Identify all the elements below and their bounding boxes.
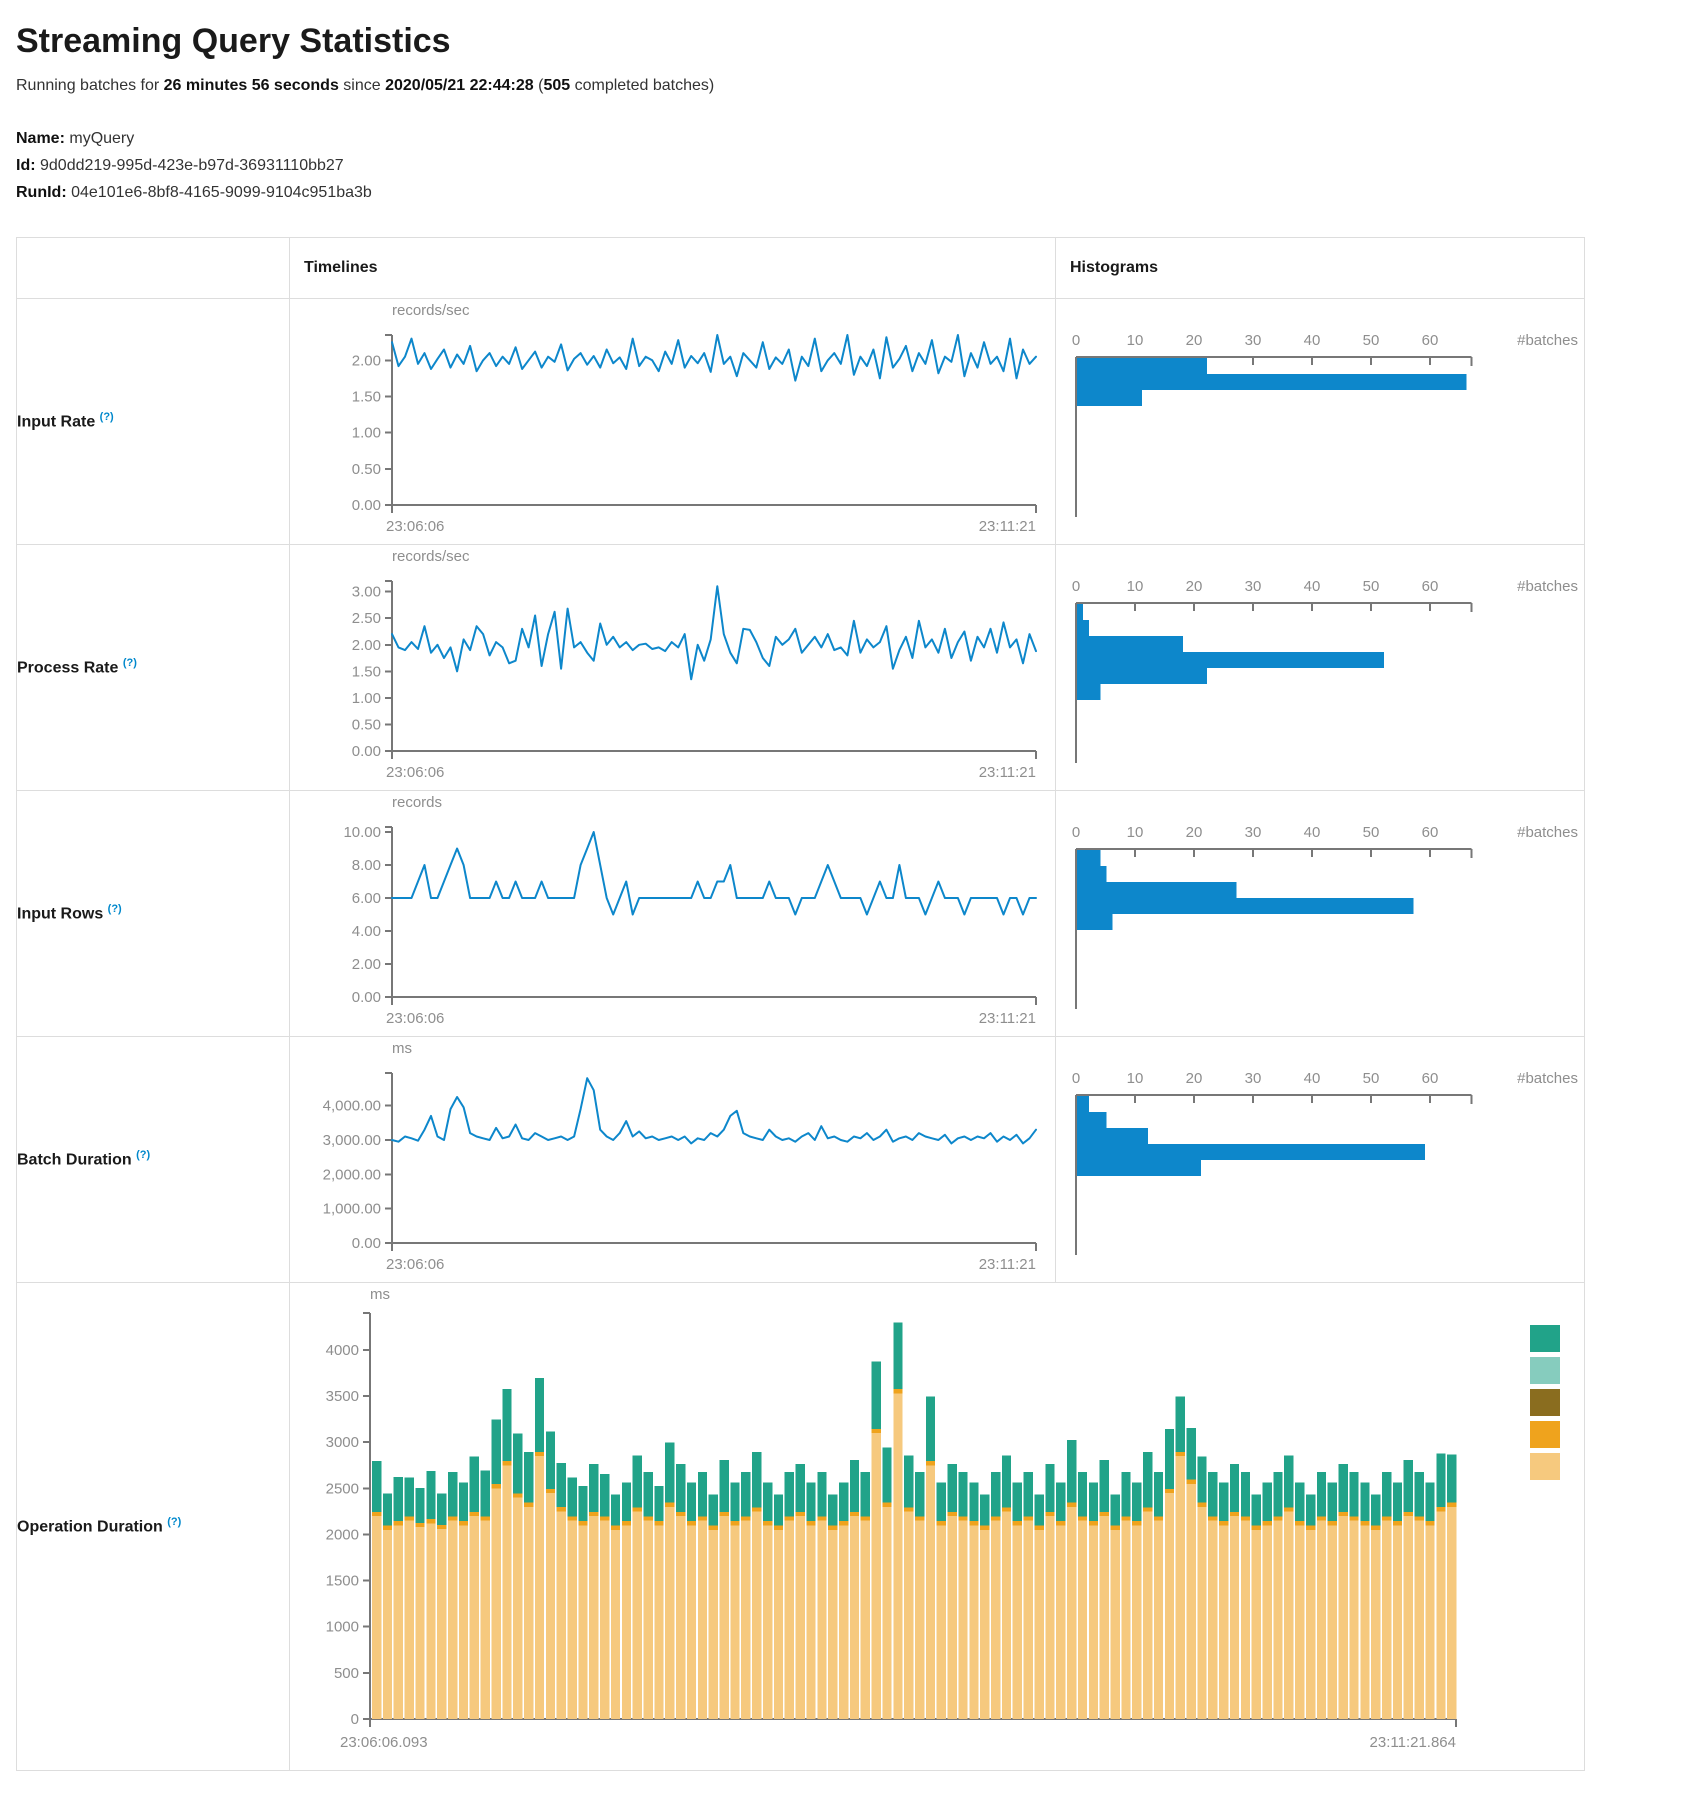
batch-duration-label: Batch Duration bbox=[17, 1151, 132, 1169]
legend-swatch bbox=[1530, 1421, 1560, 1448]
svg-text:0: 0 bbox=[1071, 331, 1081, 349]
svg-text:30: 30 bbox=[1244, 331, 1262, 349]
svg-text:3000: 3000 bbox=[325, 1433, 359, 1451]
svg-text:23:11:21: 23:11:21 bbox=[978, 517, 1036, 535]
svg-text:6.00: 6.00 bbox=[351, 889, 381, 907]
runid-label: RunId: bbox=[16, 184, 67, 202]
summary-text: since bbox=[338, 77, 386, 94]
svg-text:#batches: #batches bbox=[1517, 823, 1578, 841]
svg-text:0.00: 0.00 bbox=[351, 496, 381, 514]
svg-text:10: 10 bbox=[1126, 331, 1144, 349]
svg-text:50: 50 bbox=[1362, 1069, 1380, 1087]
svg-text:3500: 3500 bbox=[325, 1387, 359, 1405]
table-header-row bbox=[17, 237, 1585, 298]
input-rate-label-cell bbox=[17, 298, 290, 544]
legend-swatch bbox=[1530, 1357, 1560, 1384]
svg-text:#batches: #batches bbox=[1517, 331, 1578, 349]
svg-text:1.50: 1.50 bbox=[351, 662, 381, 680]
input-rate-histogram-chart bbox=[1056, 299, 1584, 539]
name-value: myQuery bbox=[69, 130, 135, 147]
svg-text:20: 20 bbox=[1185, 823, 1203, 841]
process-rate-timeline-chart bbox=[290, 545, 1042, 785]
svg-text:23:11:21: 23:11:21 bbox=[978, 1009, 1036, 1027]
svg-text:2,000.00: 2,000.00 bbox=[322, 1165, 381, 1183]
svg-text:23:06:06: 23:06:06 bbox=[386, 1255, 445, 1273]
svg-text:23:11:21: 23:11:21 bbox=[978, 763, 1036, 781]
svg-text:0.00: 0.00 bbox=[351, 988, 381, 1006]
name-label: Name: bbox=[16, 130, 65, 147]
svg-text:2.00: 2.00 bbox=[351, 351, 381, 369]
help-icon[interactable]: (?) bbox=[136, 1148, 151, 1161]
summary-text: completed batches) bbox=[570, 77, 715, 94]
svg-text:20: 20 bbox=[1185, 577, 1203, 595]
svg-text:40: 40 bbox=[1303, 577, 1321, 595]
histograms-header: Histograms bbox=[1056, 237, 1585, 298]
batch-duration-row bbox=[17, 1036, 1585, 1282]
svg-text:23:06:06: 23:06:06 bbox=[386, 517, 445, 535]
batch-duration-histogram-chart bbox=[1056, 1037, 1584, 1277]
svg-text:0.50: 0.50 bbox=[351, 716, 381, 733]
svg-text:23:11:21: 23:11:21 bbox=[978, 1255, 1036, 1273]
svg-text:ms: ms bbox=[392, 1039, 412, 1057]
input-rows-timeline-chart bbox=[290, 791, 1042, 1031]
svg-text:10: 10 bbox=[1126, 577, 1144, 595]
svg-text:0.00: 0.00 bbox=[351, 742, 381, 760]
svg-text:50: 50 bbox=[1362, 331, 1380, 349]
svg-text:50: 50 bbox=[1362, 823, 1380, 841]
svg-text:60: 60 bbox=[1421, 331, 1439, 349]
process-rate-row bbox=[17, 544, 1585, 790]
svg-text:10.00: 10.00 bbox=[343, 823, 381, 841]
running-duration: 26 minutes 56 seconds bbox=[163, 77, 339, 94]
svg-text:1.50: 1.50 bbox=[351, 388, 381, 406]
svg-text:0: 0 bbox=[1071, 577, 1081, 595]
input-rate-label: Input Rate bbox=[17, 413, 96, 431]
legend-swatch bbox=[1530, 1325, 1560, 1352]
svg-text:10: 10 bbox=[1126, 823, 1144, 841]
id-value: 9d0dd219-995d-423e-b97d-36931110bb27 bbox=[40, 157, 344, 175]
legend-swatch bbox=[1530, 1389, 1560, 1416]
summary-text: ( bbox=[533, 77, 544, 94]
help-icon[interactable]: (?) bbox=[167, 1515, 182, 1528]
help-icon[interactable]: (?) bbox=[107, 902, 122, 915]
id-label: Id: bbox=[16, 157, 36, 175]
statistics-table bbox=[16, 237, 1585, 1771]
svg-text:20: 20 bbox=[1185, 331, 1203, 349]
svg-text:23:06:06.093: 23:06:06.093 bbox=[340, 1733, 428, 1751]
svg-text:2000: 2000 bbox=[325, 1526, 359, 1544]
completed-batches-count: 505 bbox=[543, 77, 571, 94]
svg-text:2500: 2500 bbox=[325, 1479, 359, 1497]
svg-text:2.00: 2.00 bbox=[351, 955, 381, 973]
svg-text:1,000.00: 1,000.00 bbox=[322, 1200, 381, 1218]
query-id-line bbox=[16, 152, 1693, 179]
operation-duration-row bbox=[17, 1282, 1585, 1770]
help-icon[interactable]: (?) bbox=[122, 656, 137, 669]
input-rate-row bbox=[17, 298, 1585, 544]
query-meta bbox=[16, 125, 1693, 207]
svg-text:records: records bbox=[392, 793, 443, 811]
svg-text:#batches: #batches bbox=[1517, 1069, 1578, 1087]
svg-text:records/sec: records/sec bbox=[392, 301, 470, 319]
batch-duration-label-cell bbox=[17, 1036, 290, 1282]
svg-text:23:11:21.864: 23:11:21.864 bbox=[1369, 1733, 1456, 1751]
input-rows-row bbox=[17, 790, 1585, 1036]
svg-text:2.00: 2.00 bbox=[351, 636, 381, 654]
process-rate-label: Process Rate bbox=[17, 659, 119, 677]
svg-text:1.00: 1.00 bbox=[351, 424, 381, 442]
svg-text:30: 30 bbox=[1244, 1069, 1262, 1087]
operation-duration-chart-cell bbox=[290, 1282, 1585, 1770]
svg-text:40: 40 bbox=[1303, 331, 1321, 349]
input-rows-label-cell bbox=[17, 790, 290, 1036]
empty-header-cell bbox=[17, 237, 290, 298]
query-runid-line bbox=[16, 179, 1693, 206]
timelines-header: Timelines bbox=[290, 237, 1056, 298]
svg-text:0: 0 bbox=[1071, 1069, 1081, 1087]
svg-text:60: 60 bbox=[1421, 823, 1439, 841]
svg-text:0.50: 0.50 bbox=[351, 460, 381, 478]
input-rows-histogram-chart bbox=[1056, 791, 1584, 1031]
svg-text:records/sec: records/sec bbox=[392, 547, 470, 565]
svg-text:50: 50 bbox=[1362, 577, 1380, 595]
page-title: Streaming Query Statistics bbox=[16, 22, 451, 60]
svg-text:23:06:06: 23:06:06 bbox=[386, 1009, 445, 1027]
help-icon[interactable]: (?) bbox=[99, 410, 114, 423]
svg-text:40: 40 bbox=[1303, 1069, 1321, 1087]
svg-text:3,000.00: 3,000.00 bbox=[322, 1131, 381, 1149]
operation-duration-label-cell bbox=[17, 1282, 290, 1770]
running-summary bbox=[16, 77, 1693, 95]
svg-text:0: 0 bbox=[350, 1710, 359, 1728]
svg-text:1500: 1500 bbox=[325, 1572, 359, 1590]
operation-duration-stacked-chart bbox=[290, 1283, 1470, 1765]
svg-text:10: 10 bbox=[1126, 1069, 1144, 1087]
svg-text:1000: 1000 bbox=[325, 1618, 359, 1636]
svg-text:0: 0 bbox=[1071, 823, 1081, 841]
process-rate-histogram-chart bbox=[1056, 545, 1584, 785]
svg-text:ms: ms bbox=[370, 1285, 390, 1303]
input-rate-timeline-chart bbox=[290, 299, 1042, 539]
start-timestamp: 2020/05/21 22:44:28 bbox=[385, 77, 534, 94]
svg-text:4,000.00: 4,000.00 bbox=[322, 1097, 381, 1115]
svg-text:20: 20 bbox=[1185, 1069, 1203, 1087]
svg-text:4.00: 4.00 bbox=[351, 922, 381, 940]
process-rate-label-cell bbox=[17, 544, 290, 790]
svg-text:1.00: 1.00 bbox=[351, 689, 381, 707]
svg-text:0.00: 0.00 bbox=[351, 1234, 381, 1252]
batch-duration-timeline-chart bbox=[290, 1037, 1042, 1277]
svg-text:23:06:06: 23:06:06 bbox=[386, 763, 445, 781]
svg-text:#batches: #batches bbox=[1517, 577, 1578, 595]
input-rows-label: Input Rows bbox=[17, 905, 104, 923]
svg-text:40: 40 bbox=[1303, 823, 1321, 841]
query-name-line bbox=[16, 125, 1693, 152]
svg-text:30: 30 bbox=[1244, 577, 1262, 595]
svg-text:60: 60 bbox=[1421, 1069, 1439, 1087]
svg-text:2.50: 2.50 bbox=[351, 609, 381, 627]
svg-text:500: 500 bbox=[333, 1664, 359, 1682]
svg-text:3.00: 3.00 bbox=[351, 583, 381, 601]
operation-duration-label: Operation Duration bbox=[17, 1518, 163, 1536]
svg-text:30: 30 bbox=[1244, 823, 1262, 841]
svg-text:8.00: 8.00 bbox=[351, 856, 381, 874]
svg-text:60: 60 bbox=[1421, 577, 1439, 595]
summary-text: Running batches for bbox=[16, 77, 164, 94]
operation-duration-legend bbox=[1530, 1325, 1560, 1480]
legend-swatch bbox=[1530, 1453, 1560, 1480]
svg-text:4000: 4000 bbox=[325, 1341, 359, 1359]
runid-value: 04e101e6-8bf8-4165-9099-9104c951ba3b bbox=[71, 184, 372, 202]
